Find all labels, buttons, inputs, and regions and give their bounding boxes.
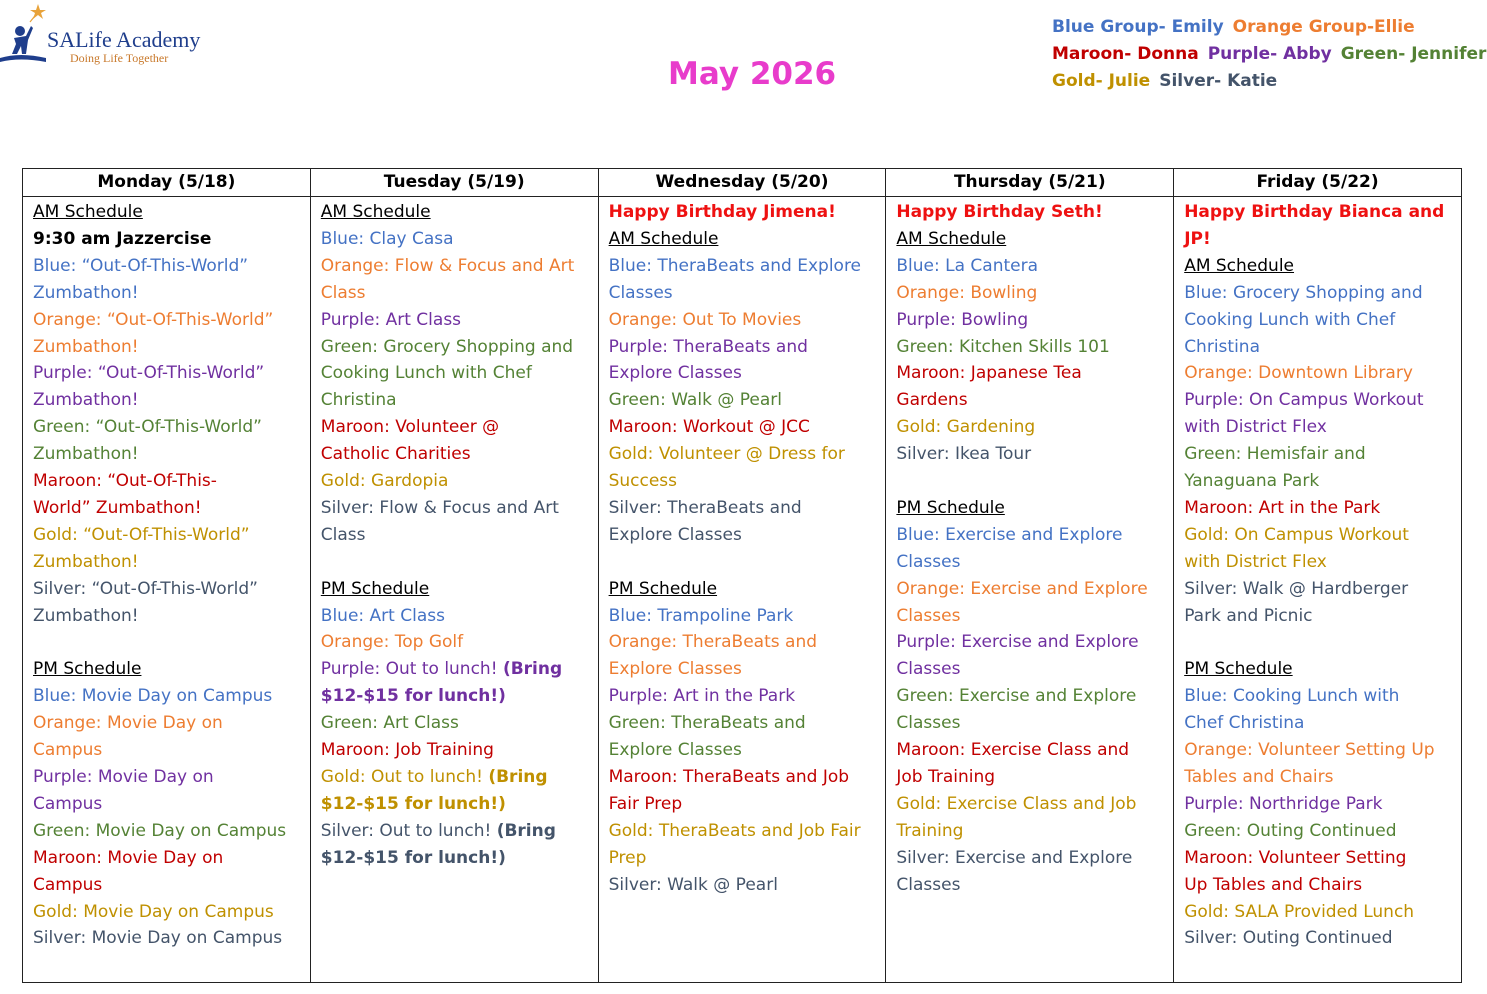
schedule-line — [33, 334, 304, 361]
line-text: Purple: Art in the Park — [608, 686, 796, 707]
day-schedule — [886, 197, 1173, 899]
schedule-line — [896, 253, 1167, 280]
line-text: Silver: Walk @ Hardberger — [1184, 578, 1409, 599]
line-text: PM Schedule — [33, 659, 142, 680]
schedule-line — [33, 737, 304, 764]
line-text: Classes — [896, 659, 961, 680]
schedule-line — [896, 764, 1167, 791]
schedule-line — [1184, 549, 1455, 576]
line-text: Orange: TheraBeats and — [608, 632, 818, 653]
line-text: Tables and Chairs — [1184, 767, 1334, 788]
schedule-line — [609, 818, 880, 845]
line-text: Classes — [896, 874, 961, 895]
schedule-section-heading — [1184, 253, 1455, 280]
legend-entry-orange: Orange Group-Ellie — [1232, 17, 1415, 37]
line-text: World” Zumbathon! — [33, 497, 202, 518]
schedule-line — [896, 818, 1167, 845]
legend-entry-purple: Purple- Abby — [1207, 44, 1332, 64]
day-column — [1173, 169, 1461, 982]
legend-entry-green: Green- Jennifer — [1340, 44, 1487, 64]
schedule-line — [33, 253, 304, 280]
line-text: Gold: SALA Provided Lunch — [1184, 901, 1415, 922]
schedule-section-heading — [33, 656, 304, 683]
schedule-line — [33, 307, 304, 334]
line-text: Blue: La Cantera — [896, 255, 1039, 276]
line-text: Purple: Art Class — [320, 309, 462, 330]
schedule-line — [33, 683, 304, 710]
birthday-note — [896, 199, 1167, 226]
schedule-line — [1184, 845, 1455, 872]
line-text: Orange: Bowling — [896, 282, 1038, 303]
schedule-section-heading — [609, 226, 880, 253]
schedule-section-heading — [1184, 656, 1455, 683]
line-text: Cooking Lunch with Chef — [1184, 309, 1396, 330]
line-text: Green: Outing Continued — [1184, 820, 1397, 841]
schedule-line — [321, 791, 592, 818]
schedule-line — [1184, 683, 1455, 710]
line-text: Explore Classes — [608, 659, 742, 680]
line-text: Silver: “Out-Of-This-World” — [33, 578, 258, 599]
line-text: Catholic Charities — [320, 444, 471, 465]
line-text: $12-$15 for lunch!) — [320, 847, 506, 868]
line-text: Silver: TheraBeats and — [608, 497, 802, 518]
line-text: Happy Birthday Seth! — [896, 202, 1103, 222]
line-text: Zumbathon! — [33, 444, 139, 465]
line-text: Gold: Movie Day on Campus — [33, 901, 274, 922]
schedule-section-heading — [321, 199, 592, 226]
line-text: Maroon: Movie Day on — [33, 847, 224, 868]
line-text: with District Flex — [1184, 551, 1327, 572]
schedule-line — [1184, 495, 1455, 522]
schedule-line — [896, 360, 1167, 387]
line-text: Fair Prep — [608, 793, 683, 814]
schedule-line — [321, 360, 592, 387]
schedule-line — [321, 710, 592, 737]
line-text: Training — [896, 820, 964, 841]
blank-line — [1184, 630, 1455, 657]
line-text: Gold: TheraBeats and Job Fair — [608, 820, 861, 841]
line-text: Christina — [320, 390, 397, 411]
line-text: Silver: Exercise and Explore — [896, 847, 1133, 868]
line-text: Park and Picnic — [1184, 605, 1313, 626]
line-text: Maroon: TheraBeats and Job — [608, 767, 850, 788]
blank-line — [609, 549, 880, 576]
line-text: Maroon: Exercise Class and — [896, 740, 1130, 761]
day-schedule — [599, 197, 886, 899]
schedule-line — [896, 522, 1167, 549]
schedule-line — [1184, 387, 1455, 414]
day-header: Thursday (5/21) — [886, 169, 1173, 197]
schedule-line — [896, 307, 1167, 334]
line-text: Purple: Exercise and Explore — [896, 632, 1139, 653]
line-text: Green: Grocery Shopping and — [320, 336, 574, 357]
line-text: Purple: “Out-Of-This-World” — [33, 363, 265, 384]
schedule-line — [609, 764, 880, 791]
line-text: Maroon: Workout @ JCC — [608, 417, 810, 438]
schedule-section-heading — [896, 495, 1167, 522]
schedule-line — [609, 872, 880, 899]
schedule-section-heading — [33, 199, 304, 226]
schedule-line — [1184, 307, 1455, 334]
logo — [0, 2, 220, 68]
line-text: Green: Art Class — [320, 713, 459, 734]
day-header: Wednesday (5/20) — [599, 169, 886, 197]
schedule-line — [896, 710, 1167, 737]
schedule-line — [321, 764, 592, 791]
line-text: JP! — [1184, 228, 1211, 249]
schedule-line — [609, 710, 880, 737]
day-header: Tuesday (5/19) — [311, 169, 598, 197]
line-text: Blue: “Out-Of-This-World” — [33, 255, 249, 276]
line-text: Gold: On Campus Workout — [1184, 524, 1409, 545]
line-text: Silver: Flow & Focus and Art — [320, 497, 559, 518]
line-text: AM Schedule — [1184, 255, 1295, 276]
schedule-line — [1184, 603, 1455, 630]
legend-line — [1052, 41, 1487, 68]
schedule-line — [609, 414, 880, 441]
schedule-line — [896, 629, 1167, 656]
schedule-line — [321, 334, 592, 361]
schedule-line — [33, 387, 304, 414]
line-text: Gold: Exercise Class and Job — [896, 793, 1137, 814]
line-text: Purple: Movie Day on — [33, 767, 214, 788]
line-text: PM Schedule — [608, 578, 718, 599]
schedule-line — [896, 414, 1167, 441]
line-text: Christina — [1184, 336, 1260, 357]
line-text: Blue: Grocery Shopping and — [1184, 282, 1423, 303]
schedule-line — [33, 764, 304, 791]
line-text: Orange: Exercise and Explore — [896, 578, 1148, 599]
line-text: Prep — [608, 847, 647, 868]
schedule-section-heading — [896, 226, 1167, 253]
schedule-line — [896, 845, 1167, 872]
line-text: AM Schedule — [320, 202, 431, 222]
line-text: PM Schedule — [320, 578, 430, 599]
schedule-line — [896, 737, 1167, 764]
line-text: Zumbathon! — [33, 551, 139, 572]
line-text: Silver: Ikea Tour — [896, 444, 1032, 465]
schedule-line — [609, 495, 880, 522]
page-title: May 2026 — [668, 56, 837, 92]
schedule-line — [33, 360, 304, 387]
schedule-line — [321, 414, 592, 441]
line-text: Cooking Lunch with Chef — [320, 363, 532, 384]
line-text: Zumbathon! — [33, 336, 139, 357]
schedule-line — [896, 280, 1167, 307]
birthday-note — [609, 199, 880, 226]
line-text: AM Schedule — [608, 228, 719, 249]
schedule-line — [609, 522, 880, 549]
schedule-line — [321, 522, 592, 549]
line-text: Job Training — [896, 767, 996, 788]
schedule-line — [609, 280, 880, 307]
day-schedule — [311, 197, 598, 872]
schedule-line — [33, 414, 304, 441]
line-text: Orange: Flow & Focus and Art — [320, 255, 575, 276]
line-text: Classes — [896, 713, 961, 734]
birthday-note — [1184, 199, 1455, 226]
line-text: Up Tables and Chairs — [1184, 874, 1363, 895]
line-text: Maroon: Volunteer Setting — [1184, 847, 1407, 868]
schedule-line — [609, 683, 880, 710]
bring-note: (Bring — [502, 659, 563, 680]
schedule-line — [1184, 414, 1455, 441]
schedule-line — [1184, 925, 1455, 952]
line-text: $12-$15 for lunch!) — [320, 793, 506, 814]
line-text: Blue: Cooking Lunch with — [1184, 686, 1400, 707]
schedule-line — [321, 441, 592, 468]
schedule-line — [896, 872, 1167, 899]
legend-line — [1052, 68, 1487, 95]
schedule-line — [609, 334, 880, 361]
line-text: Blue: Trampoline Park — [608, 605, 794, 626]
schedule-line — [609, 387, 880, 414]
schedule-line — [1184, 818, 1455, 845]
day-schedule — [1174, 197, 1461, 952]
schedule-line — [609, 307, 880, 334]
line-text: Silver: Movie Day on Campus — [33, 928, 283, 949]
line-text: Green: Walk @ Pearl — [608, 390, 782, 411]
event-highlight — [33, 226, 304, 253]
line-text: Explore Classes — [608, 363, 742, 384]
line-text: Explore Classes — [608, 740, 742, 761]
line-text: Zumbathon! — [33, 390, 139, 411]
line-text: Campus — [33, 874, 103, 895]
schedule-line — [33, 549, 304, 576]
line-text: Orange: Movie Day on — [33, 713, 223, 734]
schedule-line — [1184, 872, 1455, 899]
line-text: Green: “Out-Of-This-World” — [33, 417, 262, 438]
schedule-line — [1184, 441, 1455, 468]
legend-entry-gold: Gold- Julie — [1052, 71, 1151, 91]
line-text: Classes — [608, 282, 673, 303]
schedule-line — [896, 791, 1167, 818]
schedule-line — [609, 737, 880, 764]
schedule-line — [1184, 899, 1455, 926]
schedule-line — [33, 925, 304, 952]
line-text: Orange: Out To Movies — [608, 309, 802, 330]
line-text: Success — [608, 471, 678, 492]
line-text: Maroon: Volunteer @ — [320, 417, 500, 438]
schedule-line — [33, 818, 304, 845]
line-text: Blue: Clay Casa — [320, 228, 454, 249]
schedule-line — [1184, 737, 1455, 764]
line-text: Happy Birthday Bianca and — [1184, 202, 1445, 222]
schedule-line — [321, 683, 592, 710]
line-text: Green: Movie Day on Campus — [33, 820, 287, 841]
schedule-line — [33, 576, 304, 603]
birthday-note — [1184, 226, 1455, 253]
bring-note: (Bring — [496, 820, 556, 841]
schedule-section-heading — [609, 576, 880, 603]
line-text: Maroon: Job Training — [320, 740, 494, 761]
line-text: Blue: Art Class — [320, 605, 445, 626]
person-star-icon — [0, 2, 50, 68]
line-text: Classes — [896, 605, 961, 626]
line-text: Campus — [33, 793, 103, 814]
schedule-line — [896, 549, 1167, 576]
schedule-line — [1184, 334, 1455, 361]
day-column — [598, 169, 886, 982]
schedule-line — [33, 495, 304, 522]
schedule-line — [1184, 710, 1455, 737]
bring-note: (Bring — [488, 767, 548, 788]
schedule-line — [33, 845, 304, 872]
schedule-line — [33, 280, 304, 307]
schedule-section-heading — [321, 576, 592, 603]
line-text: Yanaguana Park — [1184, 471, 1320, 492]
line-text: Maroon: Japanese Tea — [896, 363, 1082, 384]
line-text: Classes — [896, 551, 961, 572]
schedule-line — [1184, 764, 1455, 791]
line-text: 9:30 am Jazzercise — [33, 228, 212, 249]
schedule-line — [33, 791, 304, 818]
line-text: Explore Classes — [608, 524, 742, 545]
schedule-line — [1184, 791, 1455, 818]
line-text: Orange: “Out-Of-This-World” — [33, 309, 274, 330]
schedule-line — [321, 307, 592, 334]
line-text: Maroon: “Out-Of-This- — [33, 471, 217, 492]
schedule-line — [896, 603, 1167, 630]
schedule-line — [1184, 522, 1455, 549]
blank-line — [321, 549, 592, 576]
day-header: Monday (5/18) — [23, 169, 310, 197]
schedule-line — [321, 629, 592, 656]
schedule-line — [321, 226, 592, 253]
schedule-line — [321, 845, 592, 872]
line-text: Purple: Bowling — [896, 309, 1029, 330]
legend-line — [1052, 14, 1487, 41]
line-text: Maroon: Art in the Park — [1184, 497, 1381, 518]
schedule-line — [1184, 468, 1455, 495]
schedule-line — [321, 253, 592, 280]
schedule-line — [33, 522, 304, 549]
line-text: Gold: Out to lunch! — [320, 767, 489, 788]
line-text: Gold: Volunteer @ Dress for — [608, 444, 845, 465]
line-text: AM Schedule — [896, 228, 1007, 249]
schedule-line — [321, 818, 592, 845]
line-text: Blue: TheraBeats and Explore — [608, 255, 862, 276]
group-legend — [1052, 14, 1487, 95]
line-text: Purple: On Campus Workout — [1184, 390, 1424, 411]
schedule-line — [609, 253, 880, 280]
schedule-line — [33, 872, 304, 899]
line-text: Zumbathon! — [33, 282, 139, 303]
line-text: Orange: Top Golf — [320, 632, 464, 653]
schedule-line — [321, 280, 592, 307]
schedule-line — [321, 737, 592, 764]
legend-entry-blue: Blue Group- Emily — [1052, 17, 1224, 37]
day-column — [23, 169, 310, 982]
line-text: Purple: TheraBeats and — [608, 336, 808, 357]
line-text: Class — [320, 524, 366, 545]
schedule-line — [609, 360, 880, 387]
blank-line — [33, 630, 304, 657]
schedule-line — [896, 441, 1167, 468]
line-text: Blue: Movie Day on Campus — [33, 686, 273, 707]
line-text: $12-$15 for lunch!) — [320, 686, 506, 707]
schedule-line — [896, 576, 1167, 603]
schedule-line — [609, 656, 880, 683]
line-text: Orange: Downtown Library — [1184, 363, 1413, 384]
line-text: Silver: Out to lunch! — [320, 820, 497, 841]
line-text: Purple: Out to lunch! — [320, 659, 503, 680]
schedule-line — [1184, 360, 1455, 387]
schedule-line — [33, 603, 304, 630]
schedule-line — [896, 683, 1167, 710]
day-column — [310, 169, 598, 982]
line-text: Green: Exercise and Explore — [896, 686, 1137, 707]
schedule-line — [609, 845, 880, 872]
weekly-calendar — [22, 168, 1462, 983]
line-text: Campus — [33, 740, 103, 761]
line-text: Green: Kitchen Skills 101 — [896, 336, 1110, 357]
schedule-line — [609, 791, 880, 818]
line-text: Green: TheraBeats and — [608, 713, 806, 734]
logo-tagline: Doing Life Together — [70, 51, 169, 65]
line-text: Orange: Volunteer Setting Up — [1184, 740, 1435, 761]
schedule-line — [609, 441, 880, 468]
line-text: PM Schedule — [1184, 659, 1293, 680]
schedule-line — [321, 603, 592, 630]
line-text: Gold: Gardening — [896, 417, 1036, 438]
schedule-line — [1184, 280, 1455, 307]
blank-line — [896, 468, 1167, 495]
line-text: Happy Birthday Jimena! — [608, 202, 836, 222]
schedule-line — [321, 468, 592, 495]
line-text: Silver: Walk @ Pearl — [608, 874, 778, 895]
line-text: Silver: Outing Continued — [1184, 928, 1393, 949]
line-text: Gardens — [896, 390, 968, 411]
schedule-line — [33, 441, 304, 468]
schedule-line — [896, 387, 1167, 414]
line-text: AM Schedule — [33, 202, 143, 222]
line-text: Blue: Exercise and Explore — [896, 524, 1123, 545]
line-text: Class — [320, 282, 366, 303]
legend-entry-maroon: Maroon- Donna — [1052, 44, 1199, 64]
schedule-line — [33, 468, 304, 495]
schedule-line — [896, 334, 1167, 361]
line-text: Gold: Gardopia — [320, 471, 449, 492]
schedule-line — [609, 629, 880, 656]
schedule-line — [33, 899, 304, 926]
schedule-line — [896, 656, 1167, 683]
schedule-line — [33, 710, 304, 737]
schedule-line — [609, 468, 880, 495]
schedule-line — [609, 603, 880, 630]
line-text: Chef Christina — [1184, 713, 1305, 734]
day-header: Friday (5/22) — [1174, 169, 1461, 197]
schedule-line — [321, 495, 592, 522]
line-text: with District Flex — [1184, 417, 1327, 438]
line-text: Purple: Northridge Park — [1184, 793, 1383, 814]
schedule-line — [321, 656, 592, 683]
logo-name: SALife Academy — [47, 27, 201, 52]
line-text: Green: Hemisfair and — [1184, 444, 1366, 465]
schedule-line — [1184, 576, 1455, 603]
day-schedule — [23, 197, 310, 952]
schedule-line — [321, 387, 592, 414]
line-text: Zumbathon! — [33, 605, 139, 626]
line-text: PM Schedule — [896, 497, 1005, 518]
line-text: Gold: “Out-Of-This-World” — [33, 524, 250, 545]
day-column — [885, 169, 1173, 982]
legend-entry-silver: Silver- Katie — [1159, 71, 1278, 91]
